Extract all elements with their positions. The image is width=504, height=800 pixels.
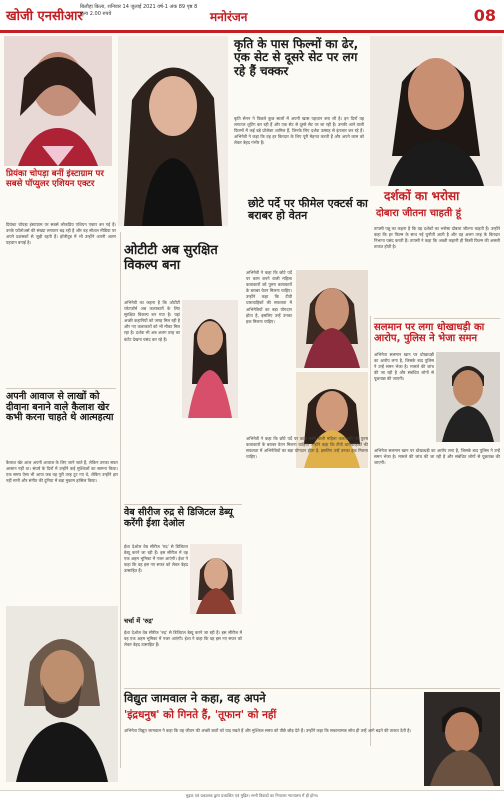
esha-photo xyxy=(190,544,242,614)
tv-actress-photo xyxy=(296,270,368,368)
vidyut-headline: विद्युत जामवाल ने कहा, वह अपने xyxy=(124,691,266,705)
kriti-photo xyxy=(118,36,228,226)
column-rule-left xyxy=(120,232,121,768)
brand-title: खोजी एनसीआर xyxy=(6,9,83,24)
salman-body: अभिनेता सलमान खान पर धोखाधड़ी का आरोप लगा है, जिसके बाद पुलिस ने उन्हें समन भेजा है। मामले की जांच की जा रही है और संबंधित लोगों से पूछताछ की जाएगी। xyxy=(374,352,434,382)
salman-rule xyxy=(374,318,500,319)
esha-body: ईशा देओल वेब सीरीज 'रुद्र' से डिजिटल डेब्यू करने जा रही हैं। इस सीरीज में वह एक अहम भूमिका में नजर आएंगी। ईशा ने कहा कि वह इस नए सफर को लेकर बेहद उत्साहित हैं। xyxy=(124,544,188,574)
taapsee-subheadline: दोबारा जीतना चाहती हूं xyxy=(376,208,462,219)
tv-body: अभिनेत्री ने कहा कि छोटे पर्दे पर काम करने वाली महिला कलाकारों को पुरुष कलाकारों के बराबर वेतन मिलना चाहिए। उन्होंने कहा कि टीवी धारावाहिकों की सफलता में अभिनेत्रियों का बड़ा योगदान होता है, इसलिए उन्हें उनका हक मिलना चाहिए। xyxy=(246,270,292,324)
esha-body-continued: ईशा देओल वेब सीरीज 'रुद्र' से डिजिटल डेब्यू करने जा रही हैं। इस सीरीज में वह एक अहम भूमिका में नजर आएंगी। ईशा ने कहा कि वह इस नए सफर को लेकर बेहद उत्साहित हैं। xyxy=(124,630,242,648)
masthead xyxy=(0,0,504,34)
kailash-photo xyxy=(6,606,118,782)
esha-tag: चर्चा में 'रुद्र' xyxy=(124,617,154,625)
ott-body: अभिनेत्री का कहना है कि ओटीटी प्लेटफॉर्म अब कलाकारों के लिए सुरक्षित विकल्प बन गया है। यहां अच्छी कहानियों को जगह मिल रही है और नए कलाकारों को भी मौका मिल रहा है। दर्शक भी अब अलग तरह का कंटेंट देखना पसंद कर रहे हैं। xyxy=(124,300,180,342)
taapsee-photo xyxy=(370,36,502,186)
masthead-rule xyxy=(0,30,504,33)
salman-body-continued: अभिनेता सलमान खान पर धोखाधड़ी का आरोप लगा है, जिसके बाद पुलिस ने उन्हें समन भेजा है। मामले की जांच की जा रही है और संबंधित लोगों से पूछताछ की जाएगी। xyxy=(374,448,500,466)
esha-rule xyxy=(124,504,242,505)
footer-imprint: मुद्रक एवं प्रकाशक द्वारा प्रकाशित एवं मुद्रित। सभी विवादों का निपटारा न्यायालय में ही होगा। xyxy=(0,790,504,800)
taapsee-body: तापसी पन्नू का कहना है कि वह दर्शकों का भरोसा दोबारा जीतना चाहती हैं। उन्होंने कहा कि हर फिल्म के साथ नई चुनौती आती है और वह अलग तरह के किरदार निभाना पसंद करती हैं। तापसी ने कहा कि अच्छी कहानी ही किसी फिल्म की असली ताकत होती है। xyxy=(374,226,500,250)
tv-body-continued: अभिनेत्री ने कहा कि छोटे पर्दे पर काम करने वाली महिला कलाकारों को पुरुष कलाकारों के बराबर वेतन मिलना चाहिए। उन्होंने कहा कि टीवी धारावाहिकों की सफलता में अभिनेत्रियों का बड़ा योगदान होता है, इसलिए उन्हें उनका हक मिलना चाहिए। xyxy=(246,436,368,460)
ott-headline: ओटीटी अब सुरक्षित विकल्प बना xyxy=(124,243,218,273)
vidyut-body: अभिनेता विद्युत जामवाल ने कहा कि वह जीवन की अच्छी बातों को याद रखते हैं और मुश्किल समय को पीछे छोड़ देते हैं। उन्होंने कहा कि सकारात्मक सोच ही उन्हें आगे बढ़ने की ताकत देती है। xyxy=(124,728,412,733)
kailash-rule xyxy=(6,388,116,389)
kailash-headline: अपनी आवाज से लाखों को दीवाना बनाने वाले कैलाश खेर कभी करना चाहते थे आत्महत्या xyxy=(6,391,114,424)
esha-headline: वेब सीरीज रुद्र से डिजिटल डेब्यू करेंगी ईशा देओल xyxy=(124,507,233,529)
vidyut-photo xyxy=(424,692,500,786)
kriti-body: कृति सेनन ने पिछले कुछ सालों में अपनी खास पहचान बना ली है। इन दिनों वह लगातार शूटिंग कर रही हैं और एक सेट से दूसरे सेट पर जा रही हैं। उनकी आने वाली फिल्मों में कई बड़े प्रोजेक्ट शामिल हैं, जिनके लिए दर्शक उत्साह से इंतजार कर रहे हैं। अभिनेत्री ने कहा कि वह हर किरदार के लिए पूरी मेहनत करती हैं और अपने काम को लेकर बेहद गंभीर हैं। xyxy=(234,116,364,146)
priyanka-body: प्रियंका चोपड़ा इंस्टाग्राम पर सबसे लोकप्रिय एशियन एक्टर बन गई हैं। उनके फॉलोअर्स की संख्या लगातार बढ़ रही है और वह सोशल मीडिया पर अपने प्रशंसकों से जुड़ी रहती हैं। हॉलीवुड में भी उन्होंने अपनी अलग पहचान बनाई है। xyxy=(6,222,116,246)
vidyut-rule xyxy=(124,688,500,689)
masthead-info: बिलौहा किला, शनिवार 14 जुलाई 2021 वर्ष-1 अंक 89 पृष्ठ 8 मूल्य 2.00 रुपये xyxy=(80,4,198,17)
vidyut-subheadline: 'इंद्रधनुष' को गिनते हैं, 'तूफान' को नहीं xyxy=(124,709,277,721)
kailash-body: कैलाश खेर आज अपनी आवाज के लिए जाने जाते हैं, लेकिन उनका सफर आसान नहीं था। संघर्ष के दिनों में उन्होंने कई मुश्किलों का सामना किया। एक समय ऐसा भी आया जब वह पूरी तरह टूट गए थे, लेकिन उन्होंने हार नहीं मानी और संगीत की दुनिया में बड़ा मुकाम हासिल किया। xyxy=(6,460,118,484)
column-rule-right xyxy=(370,316,371,746)
tv-headline: छोटे पर्दे पर फीमेल एक्टर्स का बराबर हो वेतन xyxy=(248,197,368,223)
salman-photo xyxy=(436,352,500,442)
ott-actress-photo xyxy=(182,300,238,418)
taapsee-headline: दर्शकों का भरोसा xyxy=(384,189,460,203)
section-title: मनोरंजन xyxy=(210,10,248,24)
priyanka-photo xyxy=(4,36,112,166)
salman-headline: सलमान पर लगा धोखाधड़ी का आरोप, पुलिस ने भेजा समन xyxy=(374,322,485,345)
priyanka-headline: प्रियंका चोपड़ा बनीं इंस्टाग्राम पर सबसे पॉप्युलर एशियन एक्टर xyxy=(6,169,104,189)
kriti-headline: कृति के पास फिल्मों का ढेर, एक सेट से दूसरे सेट पर लग रहे हैं चक्कर xyxy=(234,37,359,78)
page-number: 08 xyxy=(473,6,496,25)
